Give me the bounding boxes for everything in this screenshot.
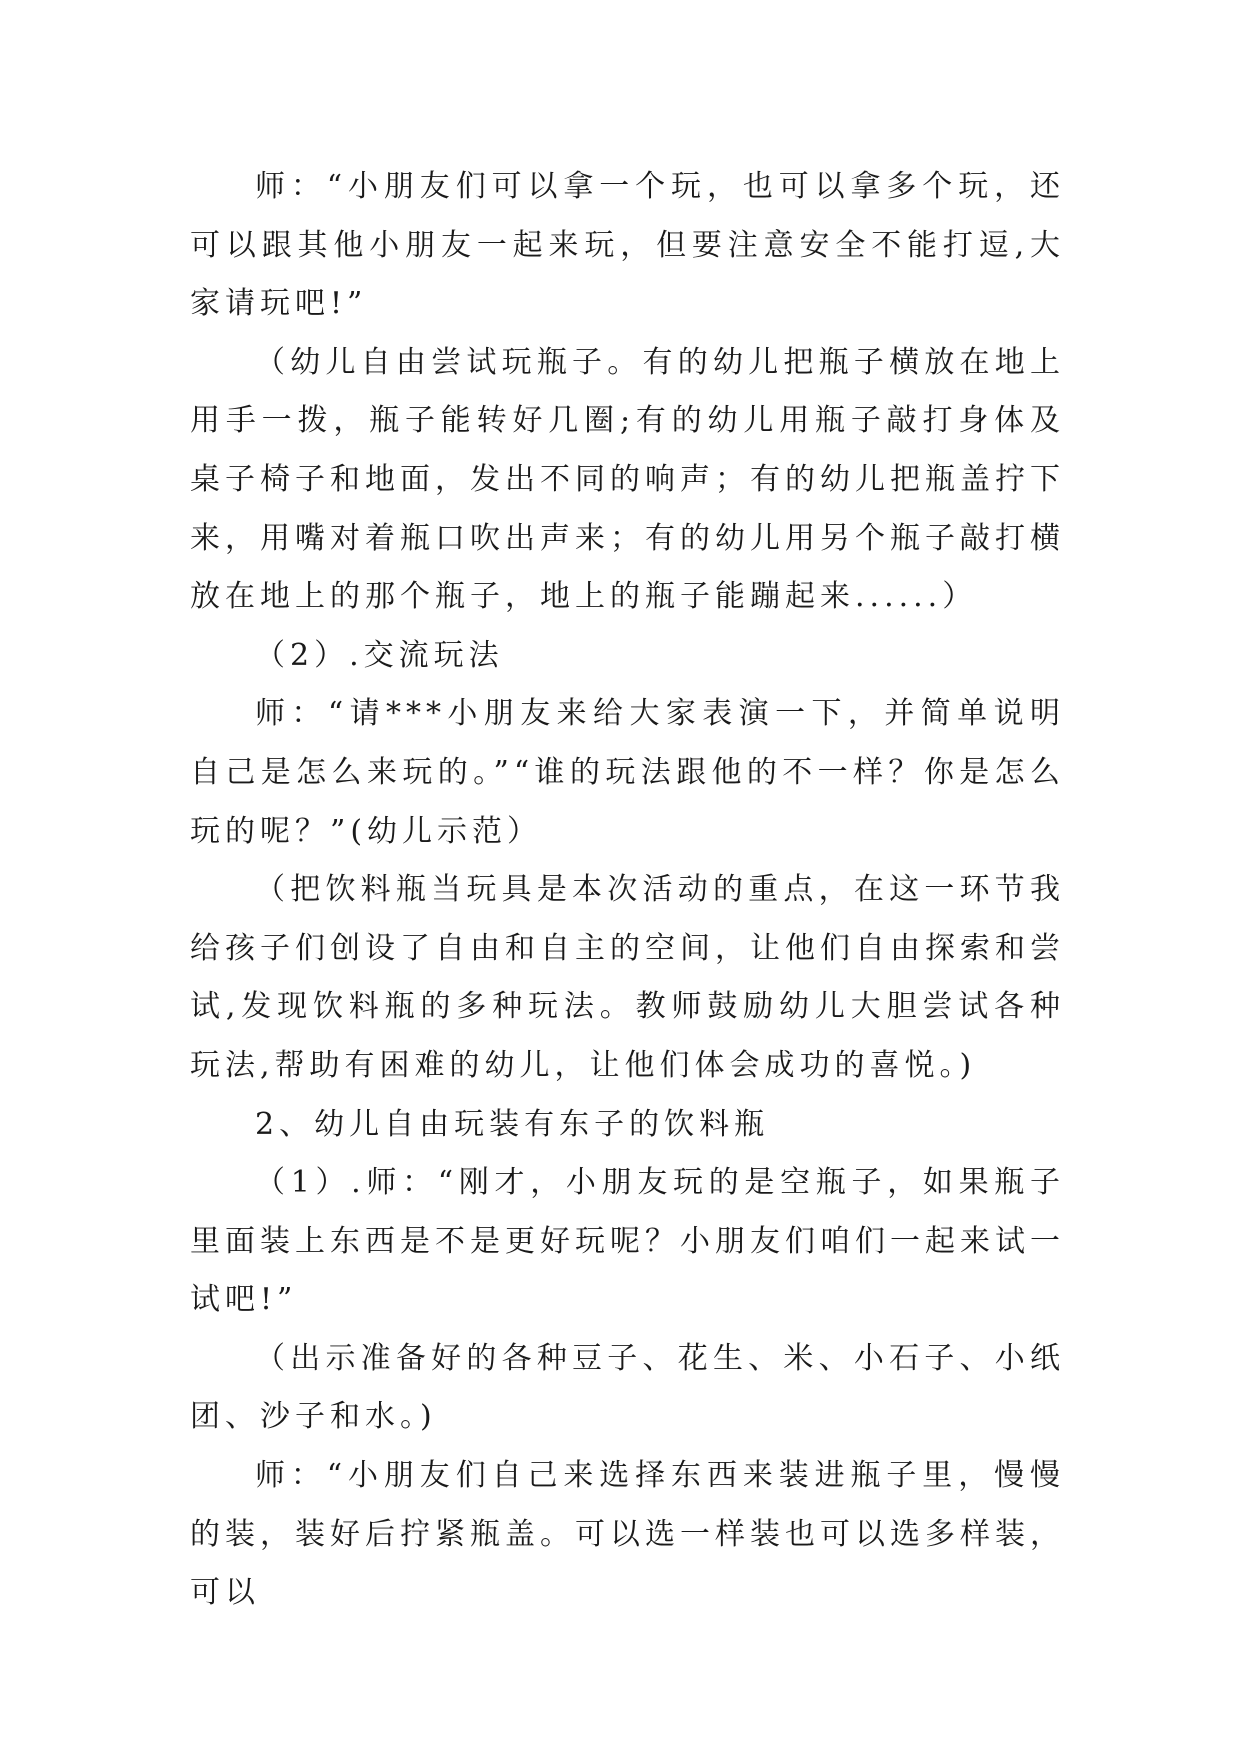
paragraph-children-exploration: （幼儿自由尝试玩瓶子。有的幼儿把瓶子横放在地上用手一拨，瓶子能转好几圈;有的幼儿用瓶子敲打身体及桌子椅子和地面，发出不同的响声；有的幼儿把瓶盖拧下来，用嘴对着瓶口吹出声来；有的幼儿用另个瓶子敲打横放在地上的那个瓶子，地上的瓶子能蹦起来......） — [190, 344, 1065, 615]
paragraph-teacher-demonstration: 师：“请***小朋友来给大家表演一下，并简单说明自己是怎么来玩的。”“谁的玩法跟他的不一样？你是怎么玩的呢？”(幼儿示范） — [190, 696, 1065, 849]
paragraph-activity-focus-note: （把饮料瓶当玩具是本次活动的重点，在这一环节我给孩子们创设了自由和自主的空间，让他们自由探索和尝试,发现饮料瓶的多种玩法。教师鼓励幼儿大胆尝试各种玩法,帮助有困难的幼儿，让他们体会成功的喜悦。) — [190, 872, 1065, 1083]
document-body — [190, 158, 1065, 1623]
paragraph-teacher-filling-instruction: 师：“小朋友们自己来选择东西来装进瓶子里，慢慢的装，装好后拧紧瓶盖。可以选一样装也可以选多样装，可以 — [190, 1458, 1065, 1611]
paragraph-materials-shown: （出示准备好的各种豆子、花生、米、小石子、小纸团、沙子和水。) — [190, 1340, 1065, 1435]
section-heading-filled-bottles: 2、幼儿自由玩装有东子的饮料瓶 — [255, 1106, 770, 1142]
paragraph-teacher-question: （1）.师：“刚才，小朋友玩的是空瓶子，如果瓶子里面装上东西是不是更好玩呢？小朋友们咱们一起来试一试吧!” — [190, 1165, 1065, 1318]
paragraph-teacher-instruction: 师：“小朋友们可以拿一个玩，也可以拿多个玩，还可以跟其他小朋友一起来玩，但要注意安全不能打逗,大家请玩吧!” — [190, 169, 1065, 322]
section-heading-exchange-methods: （2）.交流玩法 — [255, 637, 504, 673]
